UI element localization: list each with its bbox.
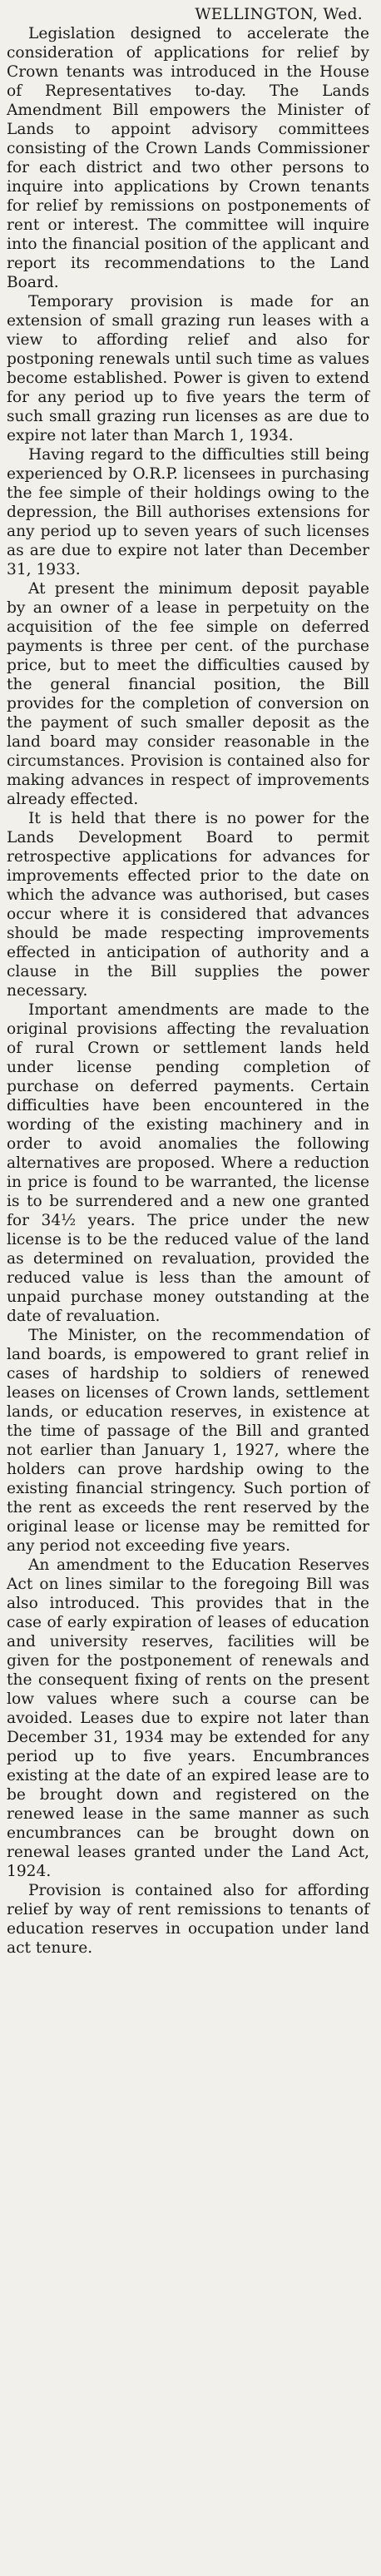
dateline: WELLINGTON, Wed. — [195, 6, 363, 23]
article-paragraph: It is held that there is no power for the Lands Development Board to permit retrospective applications for advances for improvements effected prior to the date on which the advance was authorised, but cases occur where it is considered that advances should be made respecting improvements effected in anticipation of authority and a clause in the Bill supplies the power necessary. — [7, 810, 369, 1000]
news-article — [7, 5, 369, 1958]
article-paragraph: Legislation designed to accelerate the consideration of applications for relief by Crown tenants was introduced in the House of Representatives to-day. The Lands Amendment Bill empowers the Minister of Lands to appoint advisory committees consisting of the Crown Lands Commissioner for each district and two other persons to inquire into applications by Crown tenants for relief by remissions on postponements of rent or interest. The committee will inquire into the financial position of the applicant and report its recommendations to the Land Board. — [7, 25, 369, 291]
article-paragraph: At present the minimum deposit payable by an owner of a lease in perpetuity on the acquisition of the fee simple on deferred payments is three per cent. of the purchase price, but to meet the difficulties caused by the general financial position, the Bill provides for the completion of conversion on the payment of such smaller deposit as the land board may consider reasonable in the circumstances. Provision is contained also for making advances in respect of improvements already effected. — [7, 580, 369, 808]
article-paragraph: Provision is contained also for affording relief by way of rent remissions to tenants of education reserves in occupation under land act tenure. — [7, 1882, 369, 1957]
article-paragraph: Temporary provision is made for an extension of small grazing run leases with a view to affording relief and also for postponing renewals until such time as values become established. Power is given to extend for any period up to five years the term of such small grazing run licenses as are due to expire not later than March 1, 1934. — [7, 293, 369, 444]
article-paragraph: An amendment to the Education Reserves Act on lines similar to the foregoing Bill was also introduced. This provides that in the case of early expiration of leases of education and university reserves, facilities will be given for the postponement of renewals and the consequent fixing of rents on the present low values where such a course can be avoided. Leases due to expire not later than December 31, 1934 may be extended for any period up to five years. Encumbrances existing at the date of an expired lease are to be brought down and registered on the renewed lease in the same manner as such encumbrances can be brought down on renewal leases granted under the Land Act, 1924. — [7, 1556, 369, 1880]
article-paragraph: Having regard to the difficulties still being experienced by O.R.P. licensees in purchasing the fee simple of their holdings owing to the depression, the Bill authorises extensions for any period up to seven years of such licenses as are due to expire not later than December 31, 1933. — [7, 446, 369, 578]
article-paragraph: The Minister, on the recommendation of land boards, is empowered to grant relief in cases of hardship to soldiers of renewed leases on licenses of Crown lands, settlement lands, or education reserves, in existence at the time of passage of the Bill and granted not earlier than January 1, 1927, where the holders can prove hardship owing to the existing financial stringency. Such portion of the rent as exceeds the rent reserved by the original lease or license may be remitted for any period not exceeding five years. — [7, 1327, 369, 1555]
article-paragraph: Important amendments are made to the original provisions affecting the revaluation of rural Crown or settlement lands held under license pending completion of purchase on deferred payments. Certain difficulties have been encountered in the wording of the existing machinery and in order to avoid anomalies the following alternatives are proposed. Where a reduction in price is found to be warranted, the license is to be surrendered and a new one granted for 34½ years. The price under the new license is to be the reduced value of the land as determined on revaluation, provided the reduced value is less than the amount of unpaid purchase money outstanding at the date of revaluation. — [7, 1001, 369, 1325]
